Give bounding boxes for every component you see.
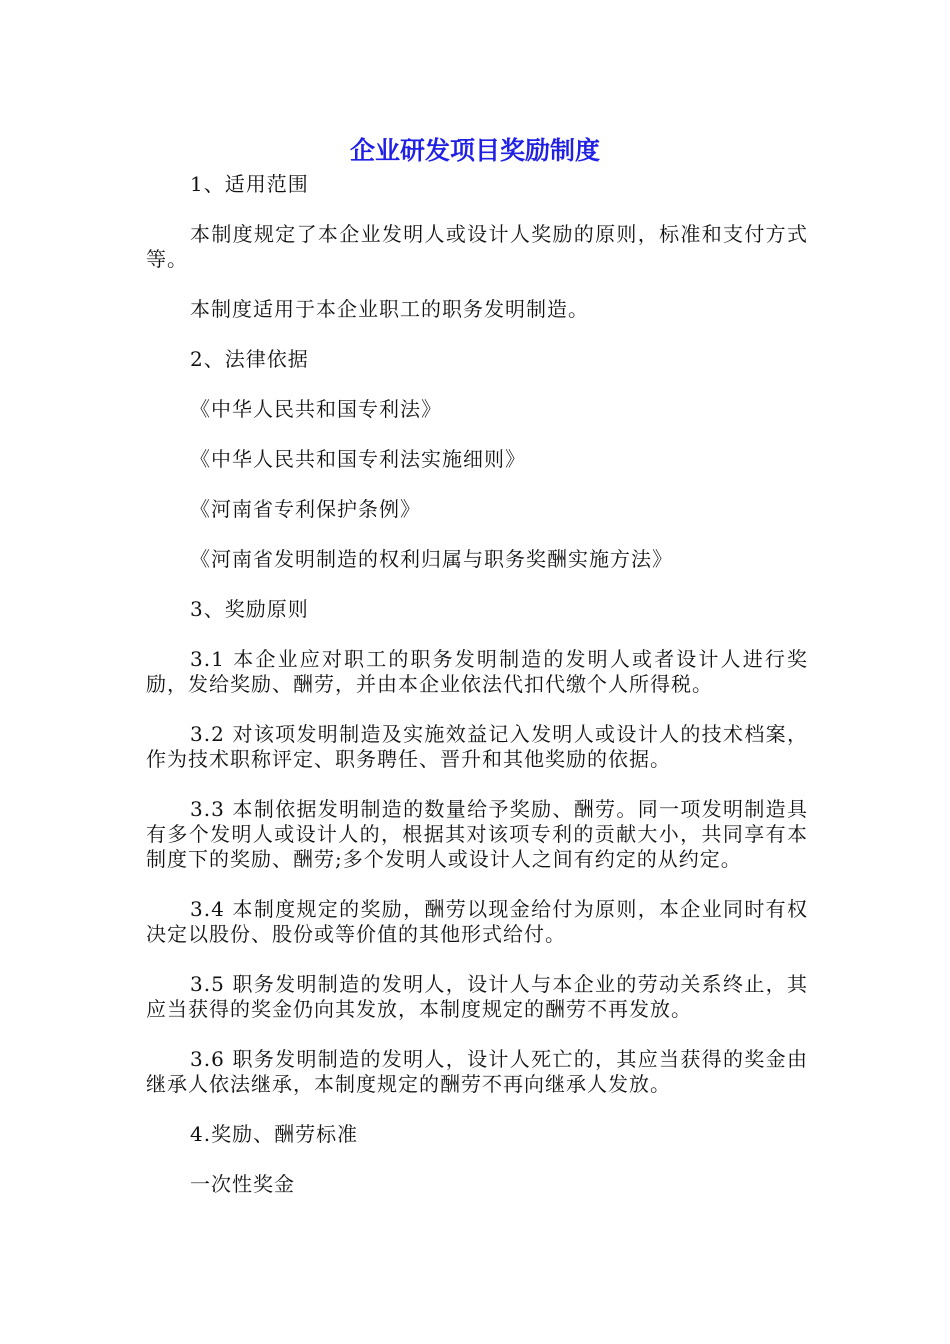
section-heading-legal-basis: 2、法律依据 <box>190 347 309 371</box>
clause-3-6: 3.6 职务发明制造的发明人，设计人死亡的，其应当获得的奖金由继承人依法继承，本制度规定的酬劳不再向继承人发放。 <box>146 1047 808 1096</box>
clause-3-4: 3.4 本制度规定的奖励，酬劳以现金给付为原则，本企业同时有权决定以股份、股份或等价值的其他形式给付。 <box>146 897 808 946</box>
legal-reference: 《河南省发明制造的权利归属与职务奖酬实施方法》 <box>190 547 673 571</box>
section-heading-scope: 1、适用范围 <box>190 172 309 196</box>
legal-reference: 《中华人民共和国专利法》 <box>190 397 442 421</box>
paragraph: 本制度规定了本企业发明人或设计人奖励的原则，标准和支付方式等。 <box>146 222 808 271</box>
clause-3-2: 3.2 对该项发明制造及实施效益记入发明人或设计人的技术档案，作为技术职称评定、职务聘任、晋升和其他奖励的依据。 <box>146 722 808 771</box>
document-body <box>146 172 808 1222</box>
clause-3-5: 3.5 职务发明制造的发明人，设计人与本企业的劳动关系终止，其应当获得的奖金仍向其发放，本制度规定的酬劳不再发放。 <box>146 972 808 1021</box>
legal-reference: 《河南省专利保护条例》 <box>190 497 421 521</box>
section-heading-reward-standards: 4.奖励、酬劳标准 <box>190 1122 359 1146</box>
subheading-one-time-bonus: 一次性奖金 <box>190 1172 295 1196</box>
document-title: 企业研发项目奖励制度 <box>349 136 600 165</box>
section-heading-reward-principles: 3、奖励原则 <box>190 597 309 621</box>
clause-3-1: 3.1 本企业应对职工的职务发明制造的发明人或者设计人进行奖励，发给奖励、酬劳，并由本企业依法代扣代缴个人所得税。 <box>146 647 808 696</box>
legal-reference: 《中华人民共和国专利法实施细则》 <box>190 447 526 471</box>
paragraph: 本制度适用于本企业职工的职务发明制造。 <box>190 297 589 321</box>
clause-3-3: 3.3 本制依据发明制造的数量给予奖励、酬劳。同一项发明制造具有多个发明人或设计人的，根据其对该项专利的贡献大小，共同享有本制度下的奖励、酬劳;多个发明人或设计人之间有约定的从约定。 <box>146 797 808 871</box>
